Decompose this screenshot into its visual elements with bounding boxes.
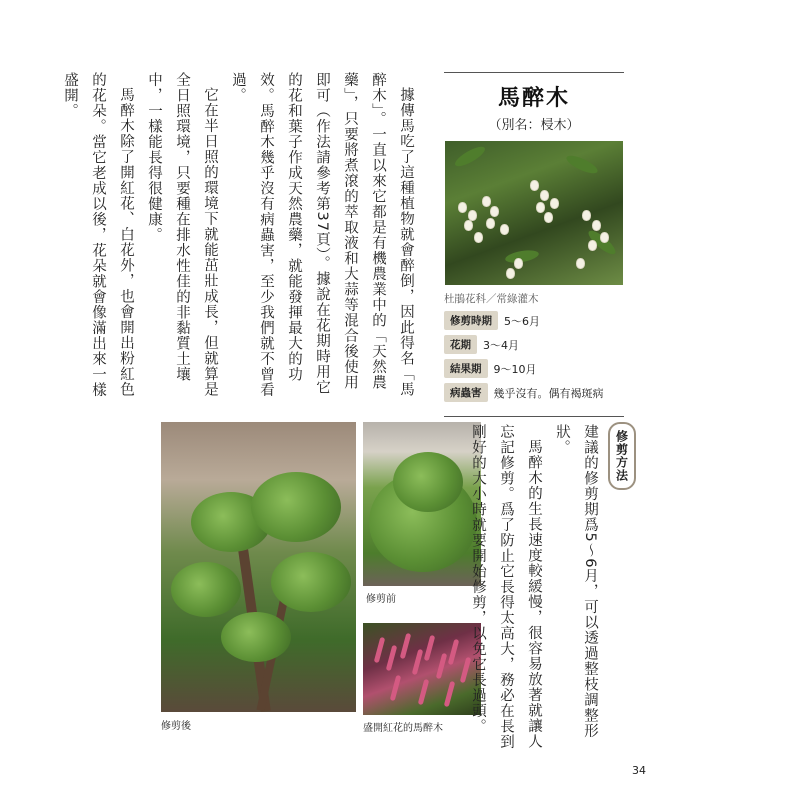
plant-family: 杜鵑花科／常綠灌木 xyxy=(444,293,539,305)
red-bloom-caption: 盛開紅花的馬醉木 xyxy=(363,723,443,734)
pruning-text xyxy=(470,424,604,759)
pruning-method-label: 修剪方法 xyxy=(614,430,629,482)
info-row-flowering-period xyxy=(444,335,624,354)
info-row-pruning-period xyxy=(444,311,624,330)
after-pruning-photo xyxy=(161,422,356,712)
info-value: 5～6月 xyxy=(504,314,540,328)
info-value: 幾乎沒有。偶有褐斑病 xyxy=(493,386,604,400)
after-pruning-caption: 修剪後 xyxy=(161,721,191,732)
info-value: 9～10月 xyxy=(493,362,537,376)
plant-title: 馬醉木 xyxy=(497,86,570,111)
info-label: 結果期 xyxy=(444,359,488,378)
info-value: 3～4月 xyxy=(483,338,519,352)
main-paragraph-2: 它在半日照的環境下就能茁壯成長，但就算是全日照環境，只要種在排水性佳的非黏質土壤中，一樣能長得很健康。 xyxy=(146,72,218,397)
page-number: 34 xyxy=(632,764,646,777)
info-label: 花期 xyxy=(444,335,477,354)
before-pruning-caption: 修剪前 xyxy=(366,594,396,605)
info-row-pests xyxy=(444,383,624,402)
pruning-method-badge xyxy=(608,422,636,490)
plant-alias: （別名：梫木） xyxy=(488,118,580,133)
book-page xyxy=(62,40,660,777)
main-paragraph-1: 據傳馬吃了這種植物就會醉倒，因此得名「馬醉木」。一直以來它都是有機農業中的「天然農藥」，只要將煮滾的萃取液和大蒜等混合後使用即可（作法請參考第37頁）。據說在花期時用它的花和葉子作成天然農藥，就能發揮最大的功效。馬醉木幾乎沒有病蟲害，至少我們就不曾看過。 xyxy=(230,72,414,398)
info-label: 病蟲害 xyxy=(444,383,488,402)
flower-closeup-photo xyxy=(445,141,623,285)
main-body-text xyxy=(62,72,420,402)
plant-info-box xyxy=(444,72,624,417)
pruning-paragraph-1: 建議的修剪期爲5～6月，可以透過整枝調整形狀。 xyxy=(554,424,598,739)
info-label: 修剪時期 xyxy=(444,311,498,330)
pruning-paragraph-2: 馬醉木的生長速度較緩慢，很容易放著就讓人忘記修剪。爲了防止它長得太高大，務必在長到剛好的大小時就要開始修剪，以免它長過頭。 xyxy=(470,424,542,750)
info-row-fruiting-period xyxy=(444,359,624,378)
main-paragraph-3: 馬醉木除了開紅花、白花外，也會開出粉紅色的花朵。當它老成以後，花朵就會像滿出來一樣盛開。 xyxy=(62,72,134,398)
